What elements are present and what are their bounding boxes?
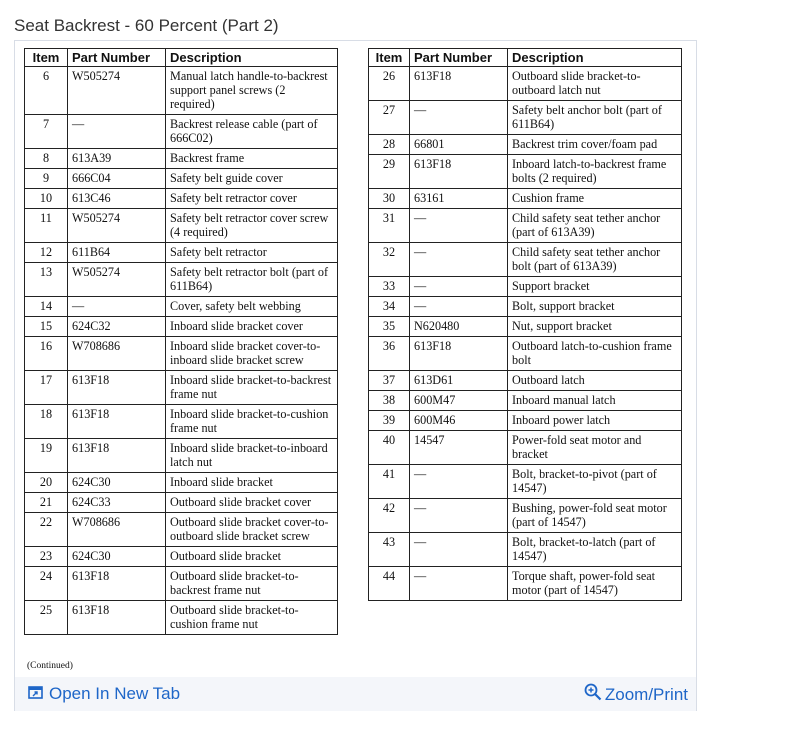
description-cell: Inboard power latch [508, 411, 682, 431]
description-cell: Torque shaft, power-fold seat motor (part of 14547) [508, 567, 682, 601]
open-new-tab-link[interactable] [28, 684, 180, 704]
item-cell: 9 [25, 169, 68, 189]
table-row [25, 439, 338, 473]
description-cell: Inboard slide bracket cover [166, 317, 338, 337]
item-cell: 19 [25, 439, 68, 473]
parts-table-left [24, 48, 338, 635]
description-cell: Inboard manual latch [508, 391, 682, 411]
description-cell: Cover, safety belt webbing [166, 297, 338, 317]
table-row [369, 317, 682, 337]
item-cell: 23 [25, 547, 68, 567]
description-cell: Inboard latch-to-backrest frame bolts (2 required) [508, 155, 682, 189]
part-number-cell: W708686 [68, 513, 166, 547]
part-number-cell: 613F18 [68, 567, 166, 601]
description-cell: Power-fold seat motor and bracket [508, 431, 682, 465]
part-number-cell: 624C30 [68, 473, 166, 493]
table-row [25, 493, 338, 513]
description-cell: Safety belt retractor bolt (part of 611B64) [166, 263, 338, 297]
part-number-cell: — [68, 297, 166, 317]
description-cell: Outboard slide bracket-to-outboard latch nut [508, 67, 682, 101]
table-row [369, 499, 682, 533]
table-row [25, 405, 338, 439]
description-cell: Nut, support bracket [508, 317, 682, 337]
parts-table-right [368, 48, 682, 601]
table-row [25, 169, 338, 189]
table-row [25, 209, 338, 243]
description-cell: Outboard latch-to-cushion frame bolt [508, 337, 682, 371]
item-cell: 35 [369, 317, 410, 337]
part-number-cell: 613F18 [68, 601, 166, 635]
item-cell: 30 [369, 189, 410, 209]
part-number-cell: 613F18 [410, 67, 508, 101]
header-item: Item [25, 49, 68, 67]
item-cell: 7 [25, 115, 68, 149]
table-row [369, 391, 682, 411]
open-new-tab-label: Open In New Tab [49, 684, 181, 703]
table-row [369, 431, 682, 465]
table-row [369, 67, 682, 101]
table-row [369, 155, 682, 189]
item-cell: 20 [25, 473, 68, 493]
item-cell: 42 [369, 499, 410, 533]
item-cell: 29 [369, 155, 410, 189]
description-cell: Outboard slide bracket cover [166, 493, 338, 513]
part-number-cell: 666C04 [68, 169, 166, 189]
table-row [25, 263, 338, 297]
item-cell: 39 [369, 411, 410, 431]
item-cell: 17 [25, 371, 68, 405]
part-number-cell: — [410, 465, 508, 499]
item-cell: 16 [25, 337, 68, 371]
part-number-cell: — [410, 209, 508, 243]
part-number-cell: N620480 [410, 317, 508, 337]
description-cell: Outboard slide bracket-to-backrest frame nut [166, 567, 338, 601]
table-row [25, 547, 338, 567]
part-number-cell: 624C33 [68, 493, 166, 513]
item-cell: 10 [25, 189, 68, 209]
description-cell: Inboard slide bracket-to-cushion frame nut [166, 405, 338, 439]
item-cell: 13 [25, 263, 68, 297]
document-frame [14, 40, 697, 711]
part-number-cell: 613F18 [68, 405, 166, 439]
part-number-cell: 613D61 [410, 371, 508, 391]
description-cell: Inboard slide bracket cover-to-inboard slide bracket screw [166, 337, 338, 371]
table-header-row [25, 49, 338, 67]
part-number-cell: 63161 [410, 189, 508, 209]
table-row [369, 297, 682, 317]
table-row [25, 513, 338, 547]
table-row [25, 473, 338, 493]
description-cell: Bolt, bracket-to-latch (part of 14547) [508, 533, 682, 567]
table-header-row [369, 49, 682, 67]
table-row [369, 135, 682, 155]
part-number-cell: W505274 [68, 263, 166, 297]
item-cell: 18 [25, 405, 68, 439]
description-cell: Outboard slide bracket cover-to-outboard slide bracket screw [166, 513, 338, 547]
header-description: Description [166, 49, 338, 67]
part-number-cell: W505274 [68, 67, 166, 115]
zoom-print-link[interactable] [584, 683, 688, 706]
item-cell: 25 [25, 601, 68, 635]
item-cell: 24 [25, 567, 68, 601]
item-cell: 44 [369, 567, 410, 601]
description-cell: Inboard slide bracket [166, 473, 338, 493]
table-row [369, 189, 682, 209]
table-row [25, 115, 338, 149]
table-row [369, 533, 682, 567]
description-cell: Backrest trim cover/foam pad [508, 135, 682, 155]
description-cell: Bolt, support bracket [508, 297, 682, 317]
part-number-cell: — [410, 499, 508, 533]
table-row [25, 297, 338, 317]
table-row [25, 371, 338, 405]
description-cell: Bolt, bracket-to-pivot (part of 14547) [508, 465, 682, 499]
item-cell: 37 [369, 371, 410, 391]
description-cell: Safety belt retractor cover screw (4 required) [166, 209, 338, 243]
part-number-cell: 600M47 [410, 391, 508, 411]
description-cell: Manual latch handle-to-backrest support panel screws (2 required) [166, 67, 338, 115]
part-number-cell: W505274 [68, 209, 166, 243]
item-cell: 40 [369, 431, 410, 465]
table-row [25, 67, 338, 115]
description-cell: Safety belt guide cover [166, 169, 338, 189]
description-cell: Backrest release cable (part of 666C02) [166, 115, 338, 149]
item-cell: 36 [369, 337, 410, 371]
part-number-cell: — [68, 115, 166, 149]
table-row [25, 567, 338, 601]
description-cell: Inboard slide bracket-to-backrest frame nut [166, 371, 338, 405]
item-cell: 32 [369, 243, 410, 277]
document-image [15, 41, 696, 677]
description-cell: Support bracket [508, 277, 682, 297]
table-row [369, 465, 682, 499]
description-cell: Backrest frame [166, 149, 338, 169]
item-cell: 15 [25, 317, 68, 337]
item-cell: 28 [369, 135, 410, 155]
table-row [369, 101, 682, 135]
table-row [25, 243, 338, 263]
part-number-cell: — [410, 277, 508, 297]
table-row [25, 317, 338, 337]
table-row [25, 149, 338, 169]
item-cell: 33 [369, 277, 410, 297]
table-row [369, 243, 682, 277]
item-cell: 14 [25, 297, 68, 317]
part-number-cell: 613F18 [410, 337, 508, 371]
description-cell: Outboard slide bracket-to-cushion frame nut [166, 601, 338, 635]
item-cell: 38 [369, 391, 410, 411]
part-number-cell: — [410, 533, 508, 567]
item-cell: 31 [369, 209, 410, 243]
description-cell: Cushion frame [508, 189, 682, 209]
item-cell: 22 [25, 513, 68, 547]
header-part-number: Part Number [410, 49, 508, 67]
part-number-cell: 624C32 [68, 317, 166, 337]
zoom-icon [584, 683, 602, 706]
description-cell: Child safety seat tether anchor (part of 613A39) [508, 209, 682, 243]
part-number-cell: 613C46 [68, 189, 166, 209]
part-number-cell: 611B64 [68, 243, 166, 263]
action-bar [15, 677, 696, 711]
item-cell: 21 [25, 493, 68, 513]
item-cell: 12 [25, 243, 68, 263]
part-number-cell: — [410, 567, 508, 601]
description-cell: Safety belt retractor cover [166, 189, 338, 209]
description-cell: Inboard slide bracket-to-inboard latch nut [166, 439, 338, 473]
part-number-cell: 624C30 [68, 547, 166, 567]
description-cell: Safety belt anchor bolt (part of 611B64) [508, 101, 682, 135]
description-cell: Outboard slide bracket [166, 547, 338, 567]
table-row [369, 411, 682, 431]
description-cell: Outboard latch [508, 371, 682, 391]
part-number-cell: 613F18 [410, 155, 508, 189]
table-row [25, 189, 338, 209]
item-cell: 6 [25, 67, 68, 115]
continued-note: (Continued) [27, 661, 73, 671]
item-cell: 8 [25, 149, 68, 169]
description-cell: Bushing, power-fold seat motor (part of 14547) [508, 499, 682, 533]
table-row [25, 601, 338, 635]
description-cell: Child safety seat tether anchor bolt (part of 613A39) [508, 243, 682, 277]
part-number-cell: 66801 [410, 135, 508, 155]
item-cell: 27 [369, 101, 410, 135]
table-row [369, 209, 682, 243]
part-number-cell: — [410, 101, 508, 135]
table-row [369, 371, 682, 391]
header-description: Description [508, 49, 682, 67]
part-number-cell: — [410, 297, 508, 317]
header-item: Item [369, 49, 410, 67]
part-number-cell: 600M46 [410, 411, 508, 431]
open-tab-icon [28, 684, 43, 704]
part-number-cell: 613F18 [68, 371, 166, 405]
description-cell: Safety belt retractor [166, 243, 338, 263]
zoom-print-label: Zoom/Print [604, 684, 688, 704]
table-row [25, 337, 338, 371]
page-title: Seat Backrest - 60 Percent (Part 2) [14, 16, 279, 35]
table-row [369, 567, 682, 601]
item-cell: 41 [369, 465, 410, 499]
item-cell: 11 [25, 209, 68, 243]
item-cell: 26 [369, 67, 410, 101]
part-number-cell: — [410, 243, 508, 277]
header-part-number: Part Number [68, 49, 166, 67]
part-number-cell: 613F18 [68, 439, 166, 473]
part-number-cell: 613A39 [68, 149, 166, 169]
item-cell: 43 [369, 533, 410, 567]
table-row [369, 277, 682, 297]
part-number-cell: W708686 [68, 337, 166, 371]
table-row [369, 337, 682, 371]
part-number-cell: 14547 [410, 431, 508, 465]
item-cell: 34 [369, 297, 410, 317]
